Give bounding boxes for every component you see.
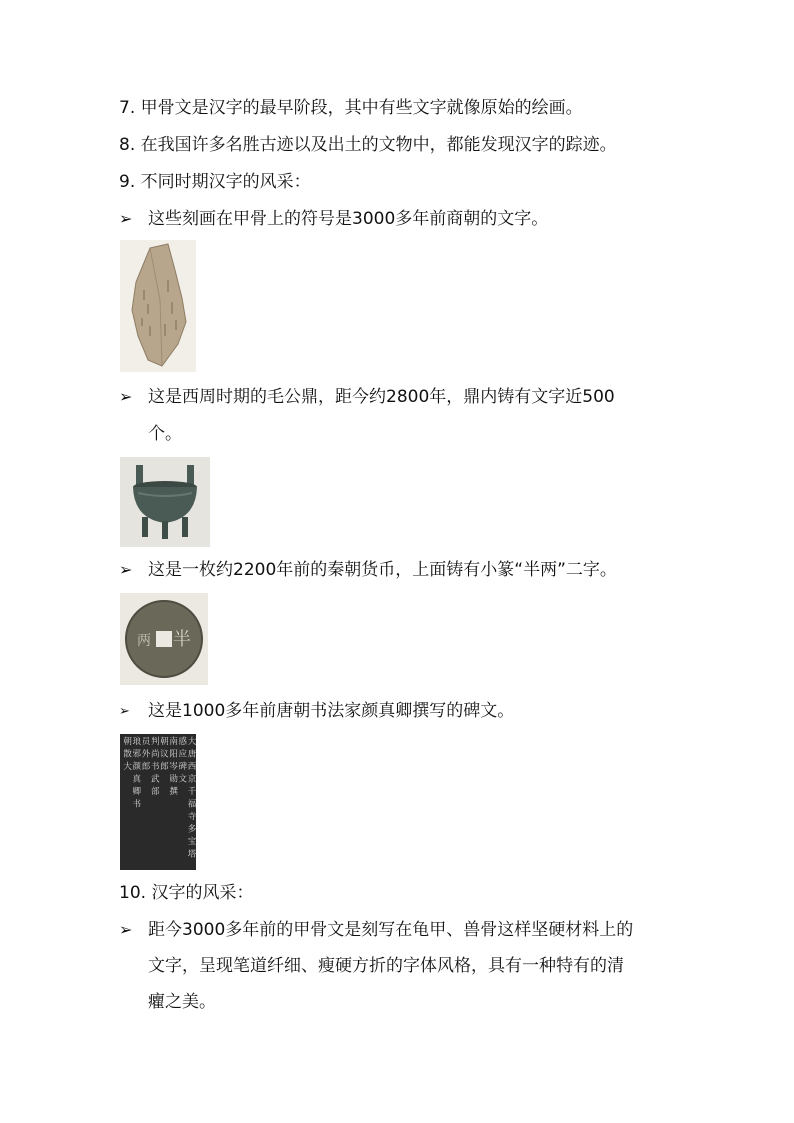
item-7: 7. 甲骨文是汉字的最早阶段，其中有些文字就像原始的绘画。 <box>119 98 583 118</box>
bullet-arrow-icon: ➢ <box>119 387 133 406</box>
stele-char: 福 <box>187 799 196 810</box>
stele-char: 员 <box>141 737 151 747</box>
stele-char: 岑 <box>169 762 178 772</box>
stele-char: 南 <box>169 737 178 747</box>
bullet-ding-text-line2: 个。 <box>148 424 182 444</box>
stele-char: 撰 <box>169 787 178 797</box>
stele-char: 碑 <box>178 762 188 772</box>
stele-char: 朝 <box>160 737 169 747</box>
stele-char: 琅 <box>132 737 142 747</box>
stele-char: 邪 <box>132 749 142 760</box>
stele-char: 朝 <box>123 737 132 747</box>
bullet-arrow-icon: ➢ <box>119 920 133 939</box>
bullet-style-text-line3: 癯之美。 <box>148 992 216 1012</box>
coin-char-liang: 两 <box>137 633 151 649</box>
stele-char: 议 <box>160 749 169 760</box>
item-9: 9. 不同时期汉字的风采： <box>119 172 311 192</box>
stele-char: 大 <box>187 737 196 747</box>
stele-char: 阳 <box>169 749 178 760</box>
bullet-arrow-icon: ➢ <box>119 560 133 579</box>
stele-char: 卿 <box>132 787 142 797</box>
coin-char-ban: 半 <box>173 629 191 650</box>
stele-char: 勋 <box>169 774 178 785</box>
stele-char: 郎 <box>141 762 151 772</box>
stele-char: 应 <box>178 749 188 760</box>
bullet-stele-text: 这是1000多年前唐朝书法家颜真卿撰写的碑文。 <box>148 701 515 721</box>
stele-char: 外 <box>141 749 151 760</box>
stele-char: 京 <box>187 774 196 785</box>
stele-char: 真 <box>132 774 142 785</box>
stele-char: 郎 <box>160 762 169 772</box>
stele-char: 文 <box>178 774 188 785</box>
bullet-coin-text: 这是一枚约2200年前的秦朝货币，上面铸有小篆“半两”二字。 <box>148 560 617 580</box>
stele-char: 部 <box>150 787 160 797</box>
stele-char: 尚 <box>150 749 160 760</box>
bullet-oracle-text: 这些刻画在甲骨上的符号是3000多年前商朝的文字。 <box>148 209 549 229</box>
stele-char: 颜 <box>132 762 142 772</box>
oracle-bone-image <box>120 240 196 372</box>
qin-coin-image <box>120 593 208 685</box>
stele-char: 书 <box>132 799 142 810</box>
stele-char: 武 <box>150 774 160 785</box>
stele-char: 书 <box>150 762 160 772</box>
bullet-arrow-icon: ➢ <box>119 704 130 719</box>
stele-char: 唐 <box>187 749 196 760</box>
item-8: 8. 在我国许多名胜古迹以及出土的文物中，都能发现汉字的踪迹。 <box>119 135 617 155</box>
stele-char: 千 <box>187 787 196 797</box>
bullet-ding-text-line1: 这是西周时期的毛公鼎，距今约2800年，鼎内铸有文字近500 <box>148 387 615 407</box>
stele-char: 塔 <box>187 849 196 860</box>
bullet-arrow-icon: ➢ <box>119 209 133 228</box>
stele-char: 散 <box>123 749 132 760</box>
stele-char: 寺 <box>187 812 196 822</box>
bullet-style-text-line1: 距今3000多年前的甲骨文是刻写在龟甲、兽骨这样坚硬材料上的 <box>148 920 634 940</box>
stele-char: 判 <box>150 737 160 747</box>
item-10: 10. 汉字的风采： <box>119 883 254 903</box>
stele-char: 感 <box>178 737 188 747</box>
stele-inscription-image <box>120 734 196 870</box>
stele-char: 西 <box>187 762 196 772</box>
mao-gong-ding-image <box>120 457 210 547</box>
bullet-style-text-line2: 文字，呈现笔道纤细、瘦硬方折的字体风格，具有一种特有的清 <box>148 956 624 976</box>
stele-char: 多 <box>187 824 196 835</box>
stele-char: 宝 <box>187 837 196 847</box>
stele-char: 大 <box>123 762 132 772</box>
